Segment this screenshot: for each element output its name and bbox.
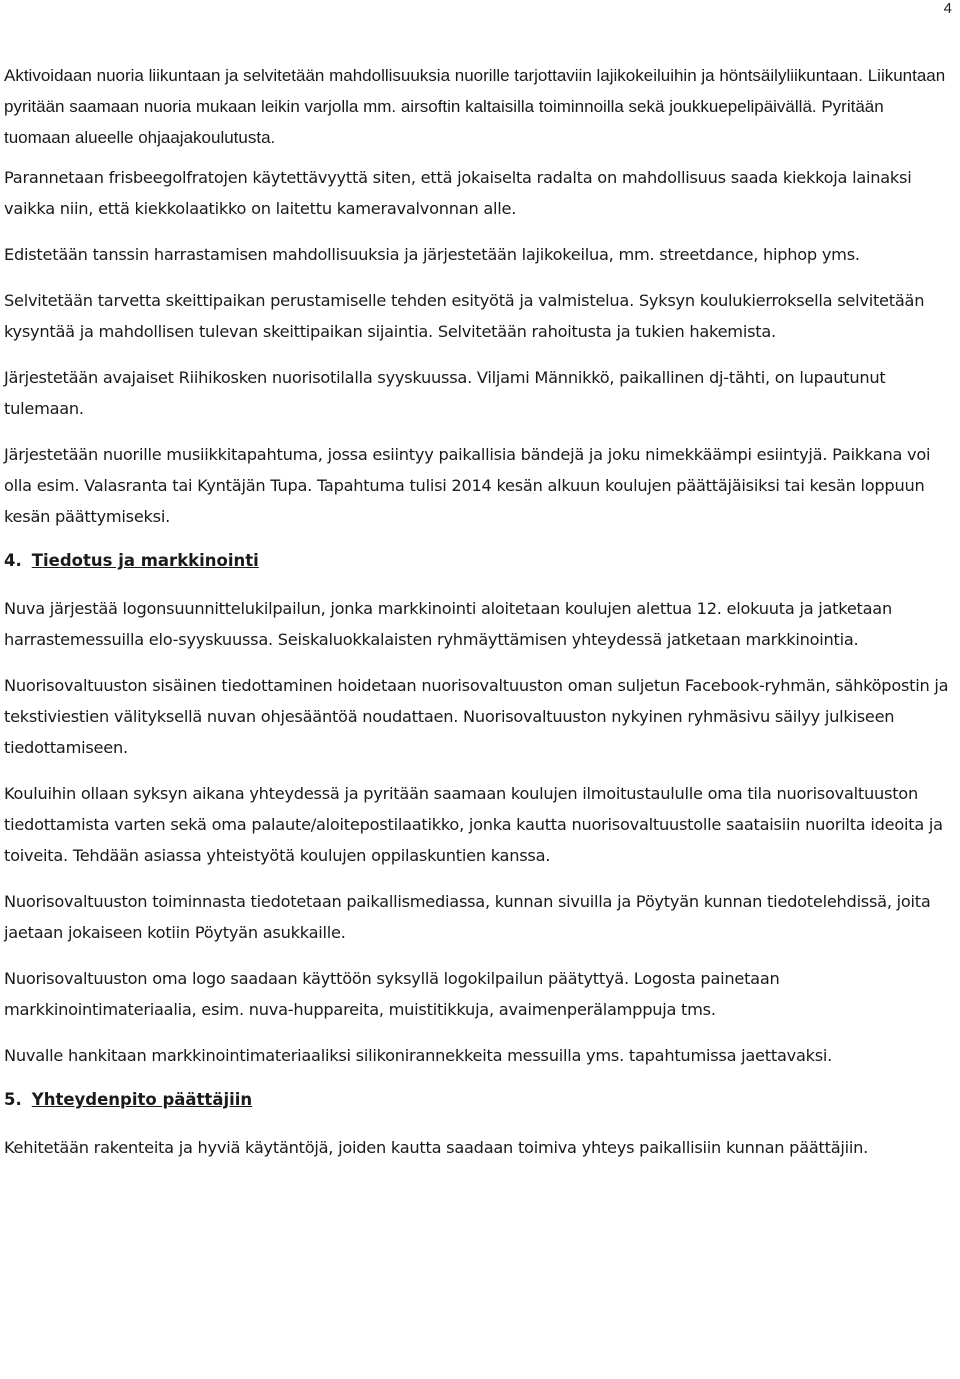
document-body <box>4 60 952 1178</box>
paragraph-avajaiset: Järjestetään avajaiset Riihikosken nuorisotilalla syyskuussa. Viljami Männikkö, paikallinen dj-tähti, on lupautunut tulemaan. <box>4 368 886 418</box>
paragraph-skeittipaikka: Selvitetään tarvetta skeittipaikan perustamiselle tehden esityötä ja valmistelua. Syksyn koulukierroksella selvitetään kysyntää ja mahdollisen tulevan skeittipaikan sijaintia. Selvitetään rahoitusta ja tukien hakemista. <box>4 291 925 341</box>
section-5-title: Yhteydenpito päättäjiin <box>31 1090 253 1109</box>
paragraph-logo: Nuorisovaltuuston oma logo saadaan käyttöön syksyllä logokilpailun päätyttyä. Logosta painetaan markkinointimateriaalia, esim. nuva-huppareita, muistitikkuja, avaimenperälamppuja tms. <box>4 969 780 1019</box>
section-4-number: 4. <box>4 551 22 570</box>
paragraph-liikunta: Aktivoidaan nuoria liikuntaan ja selvitetään mahdollisuuksia nuorille tarjottaviin lajikokeiluihin ja höntsäilyliikuntaan. Liikuntaan pyritään saamaan nuoria mukaan leikin varjolla mm. airsoftin kaltaisilla toiminnoilla sekä joukkuepelipäivällä. Pyritään tuomaan alueelle ohjaajakoulutusta. <box>4 66 946 147</box>
page-number: 4 <box>943 0 952 17</box>
paragraph-logokilpailu: Nuva järjestää logonsuunnittelukilpailun, jonka markkinointi aloitetaan koulujen alettua 12. elokuuta ja jatketaan harrastemessuilla elo-syyskuussa. Seiskaluokkalaisten ryhmäyttämisen yhteydessä jatketaan markkinointia. <box>4 599 892 649</box>
paragraph-paattajat: Kehitetään rakenteita ja hyviä käytäntöjä, joiden kautta saadaan toimiva yhteys paikallisiin kunnan päättäjiin. <box>4 1138 869 1157</box>
paragraph-musiikkitapahtuma: Järjestetään nuorille musiikkitapahtuma, jossa esiintyy paikallisia bändejä ja joku nimekkäämpi esiintyjä. Paikkana voi olla esim. Valasranta tai Kyntäjän Tupa. Tapahtuma tulisi 2014 kesän alkuun koulujen päättäjäisiksi tai kesän loppuun kesän päättymiseksi. <box>4 445 931 526</box>
section-4-title: Tiedotus ja markkinointi <box>31 551 259 570</box>
paragraph-sisainen-tiedottaminen: Nuorisovaltuuston sisäinen tiedottaminen hoidetaan nuorisovaltuuston oman suljetun Facebook-ryhmän, sähköpostin ja tekstiviestien välityksellä nuvan ohjesääntöä noudattaen. Nuorisovaltuuston nykyinen ryhmäsivu säilyy julkiseen tiedottamiseen. <box>4 676 949 757</box>
paragraph-koulut: Kouluihin ollaan syksyn aikana yhteydessä ja pyritään saamaan koulujen ilmoitustaululle oma tila nuorisovaltuuston tiedottamista varten sekä oma palaute/aloitepostilaatikko, jonka kautta nuorisovaltuustolle saataisiin nuorilta ideoita ja toiveita. Tehdään asiassa yhteistyötä koulujen oppilaskuntien kanssa. <box>4 784 943 865</box>
paragraph-tanssi: Edistetään tanssin harrastamisen mahdollisuuksia ja järjestetään lajikokeilua, mm. streetdance, hiphop yms. <box>4 245 860 264</box>
section-5-heading <box>4 1086 952 1114</box>
paragraph-paikallismedia: Nuorisovaltuuston toiminnasta tiedotetaan paikallismediassa, kunnan sivuilla ja Pöytyän kunnan tiedotelehdissä, joita jaetaan jokaiseen kotiin Pöytyän asukkaille. <box>4 892 931 942</box>
paragraph-silikonirannekkeet: Nuvalle hankitaan markkinointimateriaaliksi silikonirannekkeita messuilla yms. tapahtumissa jaettavaksi. <box>4 1046 833 1065</box>
section-5-number: 5. <box>4 1090 22 1109</box>
section-4-heading <box>4 547 952 575</box>
paragraph-frisbeegolf: Parannetaan frisbeegolfratojen käytettävyyttä siten, että jokaiselta radalta on mahdollisuus saada kiekkoja lainaksi vaikka niin, että kiekkolaatikko on laitettu kameravalvonnan alle. <box>4 168 912 218</box>
